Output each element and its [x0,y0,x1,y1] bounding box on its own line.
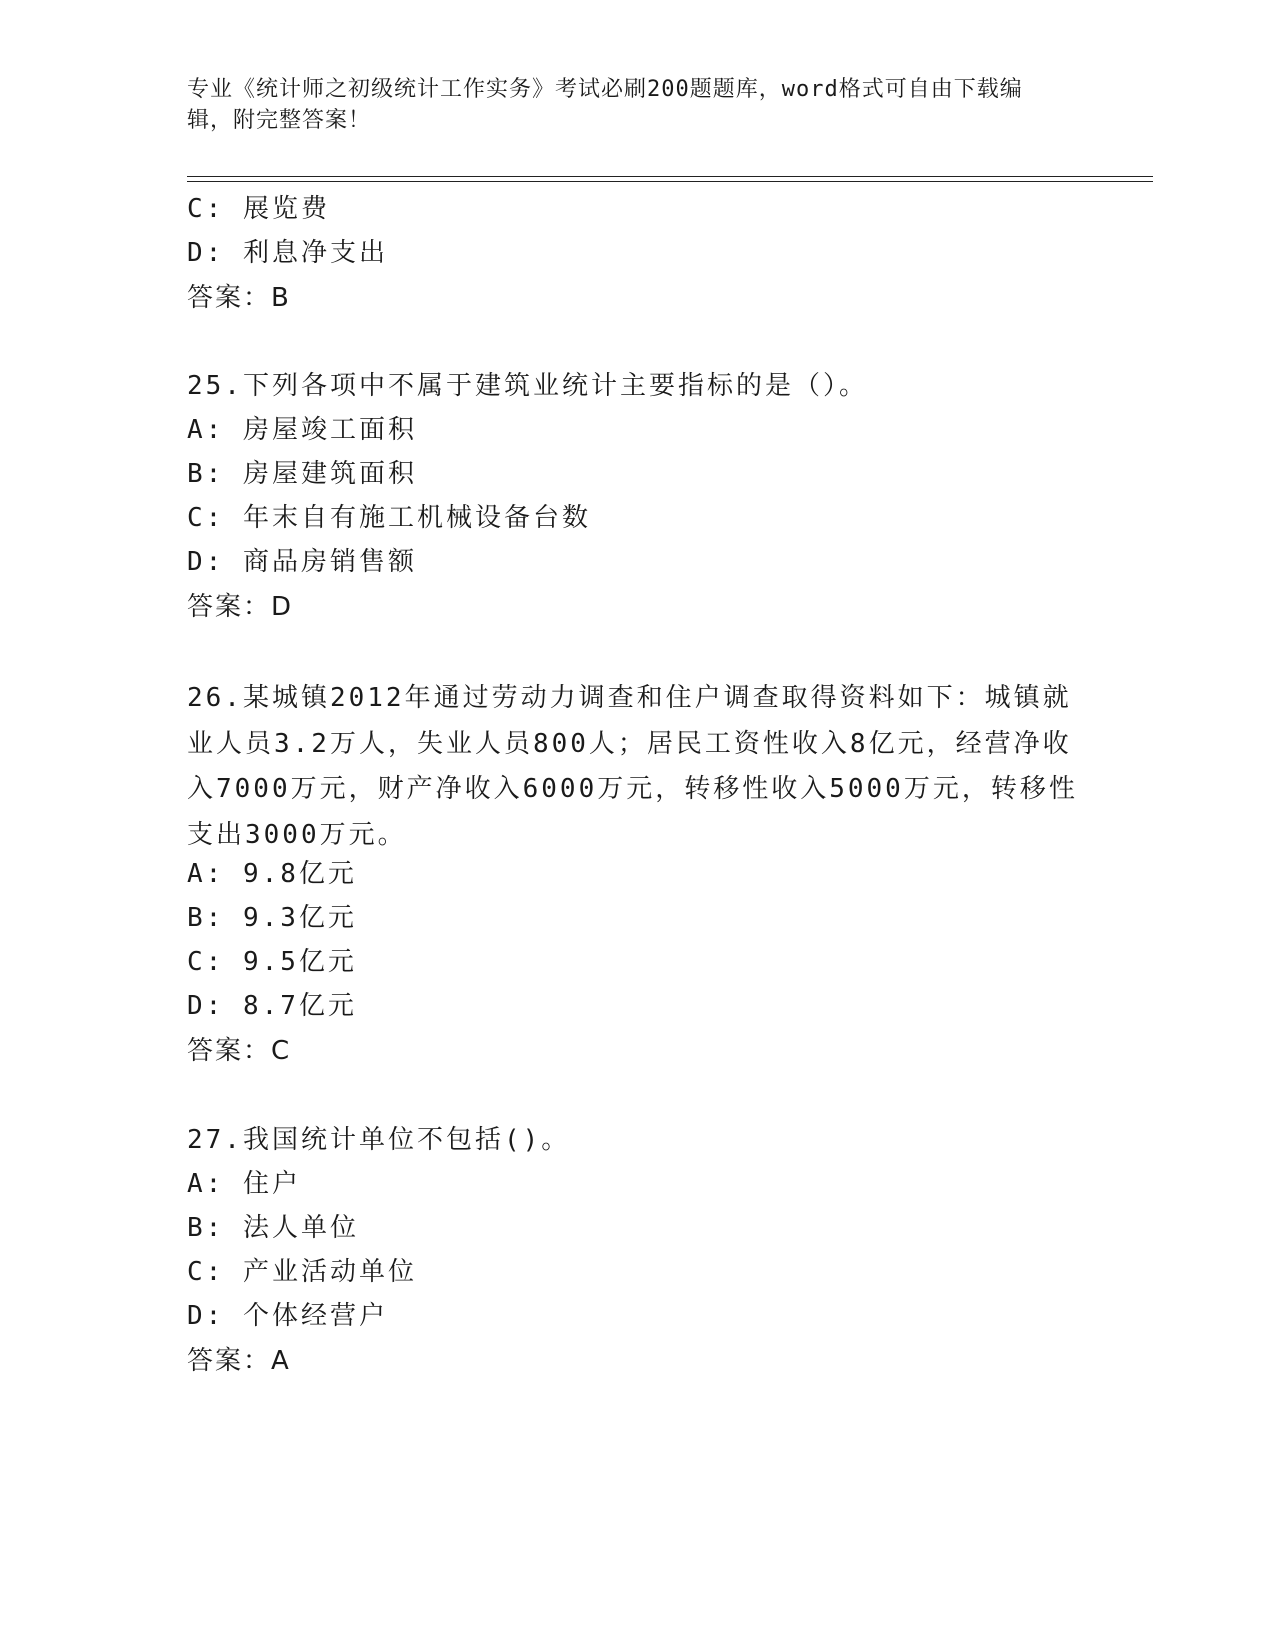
q25-stem: 25.下列各项中不属于建筑业统计主要指标的是（）。 [187,371,868,401]
header-divider-top [187,176,1153,177]
q25-option-d: D: 商品房销售额 [187,547,417,577]
q25-option-a: A: 房屋竣工面积 [187,415,417,445]
q26-option-c: C: 9.5亿元 [187,947,357,977]
prev-option-c: C: 展览费 [187,194,330,224]
q27-option-d: D: 个体经营户 [187,1301,388,1331]
prev-answer: 答案：B [187,283,291,313]
q27-stem: 27.我国统计单位不包括()。 [187,1125,571,1155]
q26-option-b: B: 9.3亿元 [187,903,357,933]
q27-answer: 答案：A [187,1346,291,1376]
q27-option-a: A: 住户 [187,1169,301,1199]
document-header: 专业《统计师之初级统计工作实务》考试必刷200题题库，word格式可自由下载编辑，附完整答案！ [187,77,1023,133]
q26-stem: 26.某城镇2012年通过劳动力调查和住户调查取得资料如下：城镇就业人员3.2万人，失业人员800人；居民工资性收入8亿元，经营净收入7000万元，财产净收入6000万元，转移性收入5000万元，转移性支出3000万元。 [187,683,1078,850]
q25-option-c: C: 年末自有施工机械设备台数 [187,503,591,533]
q25-answer: 答案：D [187,592,294,622]
q26-answer: 答案：C [187,1036,292,1066]
q27-option-c: C: 产业活动单位 [187,1257,417,1287]
q26-option-a: A: 9.8亿元 [187,859,357,889]
q26-option-d: D: 8.7亿元 [187,991,357,1021]
q25-option-b: B: 房屋建筑面积 [187,459,417,489]
header-divider-bottom [187,181,1153,182]
prev-option-d: D: 利息净支出 [187,238,388,268]
q27-option-b: B: 法人单位 [187,1213,359,1243]
